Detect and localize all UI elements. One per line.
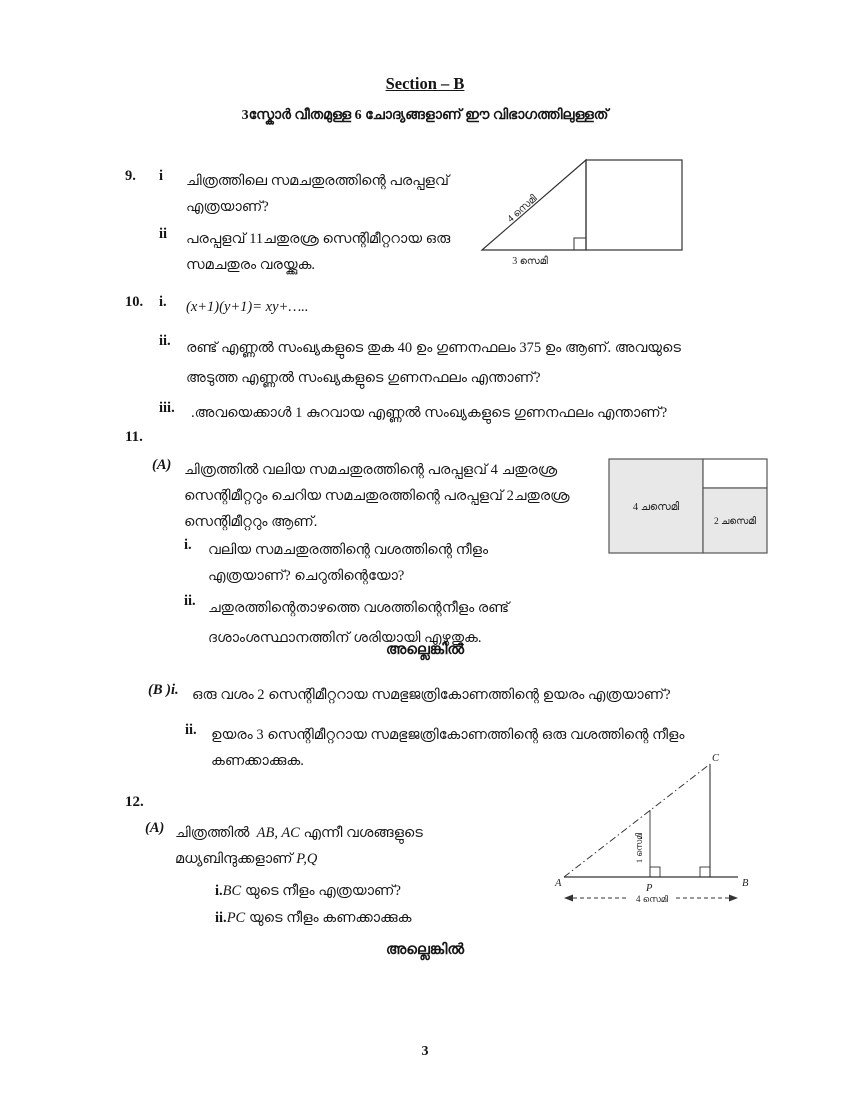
question-10-part-iii — [125, 400, 765, 426]
question-12a-intro — [145, 820, 475, 872]
question-10-part-i — [125, 294, 765, 320]
question-text: എന്നീ വശങ്ങളുടെ — [303, 825, 423, 841]
question-10-part-ii — [125, 333, 765, 393]
vertex-a-label: A — [555, 878, 562, 889]
question-text: പരപ്പളവ് 11ചതുരശ്ര സെന്റിമീറ്ററായ ഒരു സമചതുരം വരയ്ക്കുക. — [186, 231, 451, 273]
question-text: ചിത്രത്തിൽ വലിയ സമചതുരത്തിന്റെ പരപ്പളവ് 4 ചതുരശ്ര സെന്റിമീറ്ററും ചെറിയ സമചതുരത്തിന്റെ പരപ്പളവ് 2ചതുരശ്ര സെന്റിമീറ്ററും ആണ്. — [184, 462, 570, 530]
question-text: ഒരു വശം 2 സെന്റിമീറ്ററായ സമഭുജത്രികോണത്തിന്റെ ഉയരം എത്രയാണ്? — [192, 687, 671, 703]
page-number: 3 — [421, 1044, 429, 1059]
question-text: യുടെ നീളം എത്രയാണ്? — [244, 883, 401, 899]
right-angle-marker-p — [650, 867, 660, 877]
question-12a-parts — [215, 878, 475, 932]
q11-figure — [608, 458, 770, 555]
question-text: ഉയരം 3 സെന്റിമീറ്ററായ സമഭുജത്രികോണത്തിന്റെ ഒരു വശത്തിന്റെ നീളം കണക്കാക്കുക. — [211, 727, 685, 769]
question-text: .അവയെക്കാൾ 1 കുറവായ എണ്ണൽ സംഖ്യകളുടെ ഗുണനഫലം എന്താണ്? — [191, 405, 668, 421]
arrowhead-right — [729, 895, 738, 902]
math-term: PC — [226, 910, 246, 926]
or-divider: അല്ലെങ്കിൽ — [385, 942, 465, 958]
question-text: രണ്ട് എണ്ണൽ സംഖ്യകളുടെ തുക 40 ഉം ഗുണനഫലം 375 ഉം ആണ്. അവയുടെ അടുത്ത എണ്ണൽ സംഖ്യകളുടെ ഗുണനഫലം എന്താണ്? — [186, 340, 681, 386]
right-angle-marker-b — [700, 867, 710, 877]
math-term: P,Q — [296, 851, 318, 867]
vertex-b-label: B — [742, 878, 749, 889]
part-label: i. — [215, 883, 223, 899]
question-11a-intro — [152, 457, 592, 535]
question-12a-part-i — [215, 878, 475, 905]
hypotenuse-label: 4 സെമി — [505, 193, 540, 225]
question-11a-part-i — [184, 537, 592, 589]
question-10 — [125, 294, 765, 426]
question-11b-part-i — [148, 682, 768, 708]
square-shape — [586, 160, 682, 250]
base-label: 3 സെമി — [512, 256, 548, 267]
or-divider: അല്ലെങ്കിൽ — [385, 642, 465, 658]
math-term: BC — [222, 883, 242, 899]
question-number: 9. — [125, 168, 136, 184]
height-label: 1 സെമി — [634, 832, 644, 864]
question-12a — [145, 820, 475, 932]
part-label: ii. — [159, 333, 171, 349]
question-number: 11. — [125, 429, 143, 445]
math-term: AB, AC — [256, 825, 300, 841]
top-rectangle-shape — [703, 459, 767, 488]
section-title — [0, 74, 850, 94]
big-square-label: 4 ചസെമി — [632, 502, 680, 513]
option-label: (B )i. — [148, 682, 179, 698]
section-subtitle: 3സ്കോർ വീതമുള്ള 6 ചോദ്യങ്ങളാണ് ഈ വിഭാഗത്തിലുള്ളത് — [241, 108, 609, 123]
base-measure-label: 4 സെമി — [636, 894, 668, 904]
q12-figure — [552, 752, 756, 914]
part-label: ii — [159, 226, 168, 242]
part-label: i — [159, 168, 164, 184]
arrowhead-left — [564, 895, 573, 902]
question-text: ചിത്രത്തിൽ — [175, 825, 250, 841]
question-11a — [152, 457, 592, 653]
q9-figure — [476, 150, 690, 270]
question-text: വലിയ സമചതുരത്തിന്റെ വശത്തിന്റെ നീളം എത്രയാണ്? ചെറുതിന്റെയോ? — [208, 542, 489, 584]
part-label: i. — [159, 294, 167, 310]
equation-text: (x+1)(y+1)= xy+….. — [186, 299, 309, 315]
option-label: (A) — [145, 820, 165, 836]
question-text: ചതുരത്തിന്റെതാഴത്തെ വശത്തിന്റെനീളം രണ്ട് ദശാംശസ്ഥാനത്തിന് ശരിയായി എഴുതുക. — [208, 600, 510, 646]
small-square-label: 2 ചസെമി — [714, 517, 756, 527]
part-label: ii. — [184, 593, 196, 609]
part-label: ii. — [215, 910, 227, 926]
question-text: ചിത്രത്തിലെ സമചതുരത്തിന്റെ പരപ്പളവ് എത്രയാണ്? — [186, 173, 449, 215]
part-label: iii. — [159, 400, 175, 416]
part-label: i. — [184, 537, 192, 553]
vertex-c-label: C — [712, 753, 720, 764]
question-number: 10. — [125, 294, 144, 310]
part-label: ii. — [185, 722, 197, 738]
question-text: യുടെ നീളം കണക്കാക്കുക — [248, 910, 412, 926]
right-angle-marker — [574, 238, 586, 250]
question-12a-part-ii — [215, 905, 475, 932]
point-p-label: P — [646, 883, 653, 894]
question-number: 12. — [125, 794, 144, 810]
section-title-text: Section – B — [385, 74, 465, 93]
question-text: മധ്യബിന്ദുക്കളാണ് — [175, 851, 293, 867]
option-label: (A) — [152, 457, 172, 473]
